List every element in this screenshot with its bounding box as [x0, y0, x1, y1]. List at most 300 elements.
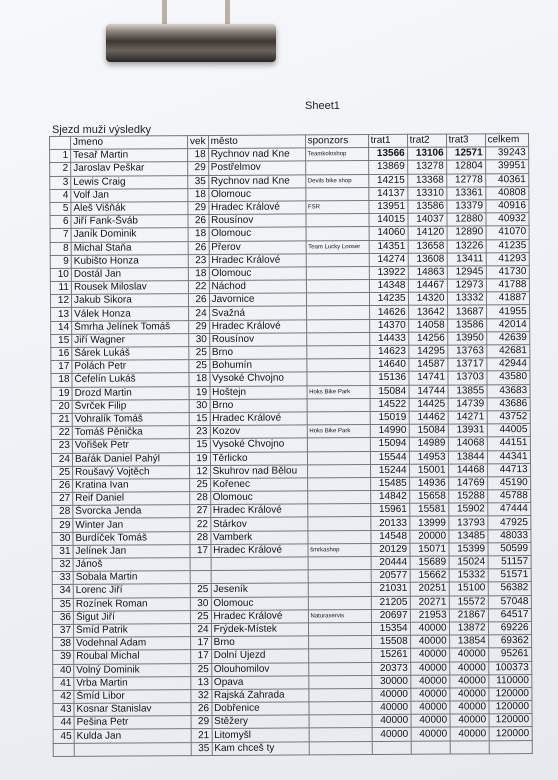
cell-age: 29 [191, 716, 212, 729]
cell-name: Lorenc Jiří [73, 584, 190, 598]
cell-trat3: 13854 [449, 635, 488, 648]
cell-sponsor: Devils bike shop [305, 174, 368, 188]
cell-trat1: 20444 [371, 556, 410, 569]
cell-name: Vodehnal Adam [74, 637, 191, 651]
cell-total: 120000 [488, 687, 531, 700]
cell-trat3: 21867 [449, 609, 488, 622]
cell-trat3: 12571 [446, 147, 485, 160]
cell-number: 43 [53, 703, 74, 716]
cell-age: 35 [191, 742, 212, 755]
cell-city: Těrlicko [210, 451, 307, 465]
cell-name: Čefelín Lukáš [72, 373, 189, 387]
cell-name: Šmíd Patrik [73, 624, 190, 638]
cell-total: 41235 [486, 239, 529, 252]
cell-age: 24 [190, 623, 211, 636]
cell-age: 18 [189, 373, 210, 386]
cell-total: 43686 [487, 397, 530, 410]
cell-trat2: 14058 [408, 319, 447, 332]
cell-trat2: 13106 [407, 147, 446, 160]
cell-name: Tesař Martin [71, 149, 188, 163]
results-body [50, 147, 532, 757]
cell-trat1: 15961 [370, 504, 409, 517]
cell-age [190, 558, 211, 571]
cell-trat2: 15071 [410, 543, 449, 556]
cell-trat2: 13368 [407, 174, 446, 187]
cell-trat2: 14295 [408, 345, 447, 358]
cell-sponsor [305, 161, 368, 175]
cell-total: 45788 [487, 490, 530, 503]
cell-trat1: 30000 [371, 675, 410, 688]
sheet-title: Sheet1 [305, 100, 340, 112]
cell-sponsor [308, 688, 371, 702]
cell-trat1: 14351 [369, 240, 408, 253]
cell-sponsor [307, 438, 370, 452]
cell-total: 50599 [488, 542, 531, 555]
cell-number: 35 [52, 598, 73, 611]
cell-sponsor: Hoks Bike Park [307, 425, 370, 439]
cell-number: 14 [51, 321, 72, 334]
cell-name: Šárek Lukáš [72, 347, 189, 361]
cell-trat1: 40000 [372, 701, 411, 714]
cell-trat2: 40000 [410, 675, 449, 688]
cell-trat1: 14640 [369, 358, 408, 371]
header-trat1: trat1 [368, 134, 407, 147]
cell-trat1: 14235 [369, 293, 408, 306]
cell-age: 28 [190, 492, 211, 505]
cell-total: 64517 [488, 608, 531, 621]
cell-total: 120000 [489, 714, 532, 727]
cell-trat2: 14741 [409, 371, 448, 384]
cell-trat1: 20577 [371, 569, 410, 582]
cell-number: 39 [53, 651, 74, 664]
cell-age: 30 [189, 333, 210, 346]
cell-age [190, 571, 211, 584]
cell-number: 31 [52, 545, 73, 558]
cell-sponsor [309, 715, 372, 729]
cell-age: 25 [190, 610, 211, 623]
cell-city: Kam chceš ty [212, 742, 309, 756]
cell-trat1: 14015 [369, 213, 408, 226]
cell-city [211, 570, 308, 584]
cell-trat3: 13586 [447, 318, 486, 331]
cell-total: 42639 [486, 331, 529, 344]
cell-trat2: 20251 [410, 582, 449, 595]
cell-sponsor [307, 398, 370, 412]
cell-age: 26 [188, 241, 209, 254]
cell-city: Rajská Zahrada [211, 689, 308, 703]
cell-name: Jánoš [73, 558, 190, 572]
cell-number: 8 [50, 242, 71, 255]
cell-number: 36 [52, 611, 73, 624]
cell-sponsor [305, 187, 368, 201]
cell-number: 13 [51, 308, 72, 321]
cell-name: Šigut Jiří [73, 610, 190, 624]
cell-age: 29 [189, 320, 210, 333]
cell-trat2: 13658 [408, 240, 447, 253]
cell-name: Pešina Petr [74, 716, 191, 730]
cell-trat3: 13950 [447, 332, 486, 345]
cell-age: 35 [188, 175, 209, 188]
cell-number: 7 [50, 229, 71, 242]
cell-city: Skuhrov nad Bělou [210, 465, 307, 479]
cell-trat2: 40000 [410, 648, 449, 661]
cell-name: Jiří Fank-Šváb [71, 215, 188, 229]
cell-sponsor [306, 293, 369, 307]
cell-trat2: 15581 [409, 503, 448, 516]
cell-trat2: 14936 [409, 477, 448, 490]
cell-sponsor [307, 411, 370, 425]
cell-sponsor [307, 451, 370, 465]
cell-sponsor: FSR [305, 200, 368, 214]
cell-sponsor [307, 517, 370, 531]
cell-trat1: 13869 [368, 161, 407, 174]
cell-name: Kratina Ivan [73, 479, 190, 493]
cell-number: 23 [51, 440, 72, 453]
cell-trat1: 40000 [372, 715, 411, 728]
cell-city: Hradec Králové [211, 610, 308, 624]
cell-number: 19 [51, 387, 72, 400]
cell-number: 18 [51, 374, 72, 387]
cell-total: 40932 [486, 213, 529, 226]
cell-trat2 [411, 741, 450, 754]
cell-number: 5 [50, 202, 71, 215]
cell-number: 24 [51, 453, 72, 466]
cell-total: 48033 [487, 529, 530, 542]
cell-total: 69362 [488, 635, 531, 648]
cell-trat1: 14215 [368, 174, 407, 187]
cell-name: Roubal Michal [74, 650, 191, 664]
cell-age: 30 [190, 597, 211, 610]
cell-trat3: 12804 [446, 160, 485, 173]
cell-number: 28 [52, 506, 73, 519]
cell-sponsor: Teamkoloshop [305, 148, 368, 162]
cell-age: 19 [189, 386, 210, 399]
cell-trat3: 13855 [448, 384, 487, 397]
cell-trat2: 14863 [408, 266, 447, 279]
cell-number: 25 [52, 466, 73, 479]
cell-number: 34 [52, 585, 73, 598]
cell-number: 9 [50, 255, 71, 268]
cell-trat3: 13793 [448, 516, 487, 529]
cell-trat1: 14348 [369, 279, 408, 292]
cell-age: 25 [191, 663, 212, 676]
cell-total: 41293 [486, 252, 529, 265]
cell-city: Postřelmov [208, 161, 305, 175]
cell-trat3: 13332 [447, 292, 486, 305]
cell-total: 44005 [487, 424, 530, 437]
cell-city: Svažná [209, 306, 306, 320]
cell-city: Hradec Králové [210, 504, 307, 518]
cell-number: 20 [51, 400, 72, 413]
cell-age: 29 [188, 201, 209, 214]
cell-trat2: 14587 [408, 358, 447, 371]
cell-trat2: 40000 [411, 714, 450, 727]
cell-trat3: 15332 [449, 569, 488, 582]
cell-total: 42681 [486, 345, 529, 358]
cell-city: Olomouc [209, 227, 306, 241]
cell-sponsor [306, 306, 369, 320]
cell-city: Dolní Újezd [211, 649, 308, 663]
cell-trat1: 15019 [370, 411, 409, 424]
cell-age: 26 [188, 294, 209, 307]
cell-trat1: 14990 [370, 424, 409, 437]
cell-name: Drozd Martin [72, 386, 189, 400]
cell-trat2: 13310 [407, 187, 446, 200]
cell-trat2: 40000 [410, 662, 449, 675]
cell-age: 17 [191, 650, 212, 663]
cell-name: Vořišek Petr [72, 439, 189, 453]
cell-trat1: 20133 [370, 517, 409, 530]
cell-city: Hradec Králové [209, 320, 306, 334]
header-sponsor: sponzors [305, 135, 368, 149]
cell-name: Lewis Craig [71, 175, 188, 189]
cell-sponsor [309, 741, 372, 755]
cell-sponsor [306, 227, 369, 241]
cell-trat1: 15508 [371, 635, 410, 648]
cell-trat3: 40000 [450, 701, 489, 714]
cell-trat1: 15244 [370, 464, 409, 477]
cell-sponsor [306, 280, 369, 294]
cell-sponsor [307, 464, 370, 478]
cell-trat1: 15261 [371, 649, 410, 662]
cell-number: 41 [53, 677, 74, 690]
cell-trat1: 14433 [369, 332, 408, 345]
cell-name: Rousek Miloslav [71, 281, 188, 295]
cell-trat3: 14271 [448, 411, 487, 424]
cell-trat1: 40000 [372, 728, 411, 741]
cell-sponsor [307, 372, 370, 386]
cell-total: 44341 [487, 450, 530, 463]
cell-trat2: 15689 [410, 556, 449, 569]
cell-age: 23 [189, 426, 210, 439]
cell-trat3: 40000 [450, 714, 489, 727]
cell-city: Brno [211, 636, 308, 650]
cell-number: 15 [51, 334, 72, 347]
cell-sponsor [308, 622, 371, 636]
cell-total: 47925 [487, 516, 530, 529]
table-row [53, 740, 532, 756]
cell-city: Rychnov nad Kne [208, 148, 305, 162]
cell-sponsor [308, 636, 371, 650]
cell-trat2: 15001 [409, 464, 448, 477]
cell-city: Náchod [209, 280, 306, 294]
cell-trat3: 13361 [446, 187, 485, 200]
cell-trat1: 20373 [371, 662, 410, 675]
cell-number: 40 [53, 664, 74, 677]
cell-number: 29 [52, 519, 73, 532]
cell-city: Olomouc [209, 267, 306, 281]
cell-age: 12 [190, 465, 211, 478]
cell-trat2: 14256 [408, 332, 447, 345]
document-title: Sjezd muži výsledky [52, 124, 152, 136]
cell-total: 45190 [487, 476, 530, 489]
cell-age: 29 [188, 162, 209, 175]
cell-age: 26 [191, 703, 212, 716]
cell-sponsor: Hoks Bike Park [307, 385, 370, 399]
cell-total: 44713 [487, 463, 530, 476]
cell-number: 3 [50, 176, 71, 189]
cell-name: Vrba Martin [74, 676, 191, 690]
cell-trat1: 20129 [371, 543, 410, 556]
cell-number: 11 [50, 281, 71, 294]
cell-number [53, 743, 74, 756]
cell-city: Rousínov [209, 214, 306, 228]
cell-trat3: 40000 [449, 688, 488, 701]
cell-name: Dostál Jan [71, 268, 188, 282]
cell-total: 41788 [486, 279, 529, 292]
cell-trat3: 13703 [448, 371, 487, 384]
cell-sponsor [307, 504, 370, 518]
cell-trat1: 15354 [371, 622, 410, 635]
cell-name: Reif Daniel [73, 492, 190, 506]
cell-name: Kosnar Stanislav [74, 703, 191, 717]
cell-sponsor [308, 662, 371, 676]
cell-total: 47444 [487, 503, 530, 516]
cell-number: 32 [52, 558, 73, 571]
cell-number: 38 [53, 637, 74, 650]
cell-number: 10 [50, 268, 71, 281]
cell-total: 57048 [488, 595, 531, 608]
cell-trat3: 13226 [447, 239, 486, 252]
cell-trat1: 21031 [371, 583, 410, 596]
cell-number: 12 [50, 295, 71, 308]
header-age: vek [188, 136, 209, 149]
cell-city: Přerov [209, 240, 306, 254]
cell-trat3: 40000 [449, 675, 488, 688]
cell-sponsor [306, 332, 369, 346]
cell-city: Stárkov [210, 517, 307, 531]
cell-trat3: 15288 [448, 490, 487, 503]
header-trat2: trat2 [407, 134, 446, 147]
cell-trat3: 12880 [447, 213, 486, 226]
cell-trat1: 14548 [370, 530, 409, 543]
cell-name: Šmrha Jelínek Tomáš [72, 320, 189, 334]
cell-name: Vohralík Tomáš [72, 413, 189, 427]
cell-sponsor [306, 346, 369, 360]
cell-trat1: 14370 [369, 319, 408, 332]
cell-trat2: 40000 [410, 622, 449, 635]
cell-trat2: 14953 [409, 451, 448, 464]
cell-name: Winter Jan [73, 518, 190, 532]
cell-age: 18 [188, 267, 209, 280]
cell-city: Brno [210, 399, 307, 413]
cell-trat3: 40000 [449, 661, 488, 674]
cell-sponsor [306, 266, 369, 280]
cell-trat3: 13687 [447, 305, 486, 318]
cell-age: 17 [191, 637, 212, 650]
cell-total: 41887 [486, 292, 529, 305]
cell-sponsor [308, 596, 371, 610]
cell-name: Tomáš Pěnička [72, 426, 189, 440]
cell-trat1: 14842 [370, 490, 409, 503]
cell-sponsor [308, 583, 371, 597]
cell-name: Volf Jan [71, 188, 188, 202]
cell-trat2: 14037 [408, 213, 447, 226]
cell-name: Janík Dominik [71, 228, 188, 242]
cell-trat1: 14623 [369, 345, 408, 358]
cell-trat2: 14989 [409, 437, 448, 450]
cell-number: 6 [50, 215, 71, 228]
cell-age: 24 [189, 307, 210, 320]
cell-total: 42014 [486, 318, 529, 331]
binder-clip-bar [106, 24, 276, 62]
cell-city: Stěžery [212, 715, 309, 729]
cell-trat3: 12973 [447, 279, 486, 292]
cell-trat3: 12778 [446, 173, 485, 186]
cell-trat2: 14744 [409, 385, 448, 398]
cell-trat1: 14274 [369, 253, 408, 266]
cell-number: 4 [50, 189, 71, 202]
cell-trat3: 40000 [450, 727, 489, 740]
cell-total: 41955 [486, 305, 529, 318]
cell-name: Jaroslav Peškar [71, 162, 188, 176]
cell-city: Rychnov nad Kne [208, 174, 305, 188]
cell-number: 21 [51, 413, 72, 426]
cell-trat3: 15902 [448, 503, 487, 516]
cell-total: 43580 [487, 371, 530, 384]
cell-name: Polách Petr [72, 360, 189, 374]
cell-total: 56382 [488, 582, 531, 595]
cell-name: Jiří Wagner [72, 333, 189, 347]
cell-name: Jakub Sikora [71, 294, 188, 308]
cell-city: Javornice [209, 293, 306, 307]
cell-name: Baŕák Daniel Pahýl [72, 452, 189, 466]
cell-age: 23 [188, 254, 209, 267]
cell-trat2: 13278 [407, 160, 446, 173]
cell-trat2: 15658 [409, 490, 448, 503]
cell-trat3 [450, 740, 489, 753]
cell-number: 30 [52, 532, 73, 545]
cell-name: Volný Dominik [74, 663, 191, 677]
cell-city [211, 557, 308, 571]
cell-total: 110000 [488, 674, 531, 687]
cell-city: Vamberk [210, 531, 307, 545]
cell-number: 42 [53, 690, 74, 703]
cell-city: Kozov [210, 425, 307, 439]
cell-trat3: 13411 [447, 253, 486, 266]
cell-city: Hoštejn [210, 385, 307, 399]
cell-name: Aleš Višňák [71, 202, 188, 216]
cell-trat2: 40000 [410, 688, 449, 701]
cell-trat3: 12945 [447, 266, 486, 279]
cell-name: Burdíček Tomáš [73, 531, 190, 545]
cell-name: Roušavý Vojtěch [73, 465, 190, 479]
cell-total: 40361 [485, 173, 528, 186]
cell-city: Olomouc [208, 188, 305, 202]
cell-trat1: 21205 [371, 596, 410, 609]
cell-trat3: 14068 [448, 437, 487, 450]
cell-sponsor [308, 557, 371, 571]
cell-trat3: 12890 [447, 226, 486, 239]
cell-age: 26 [188, 215, 209, 228]
cell-total: 95261 [488, 648, 531, 661]
cell-trat2: 14462 [409, 411, 448, 424]
cell-trat2: 40000 [411, 701, 450, 714]
cell-name [74, 742, 191, 756]
cell-age: 15 [189, 439, 210, 452]
cell-trat1: 20697 [371, 609, 410, 622]
header-trat3: trat3 [446, 134, 485, 147]
cell-total: 100373 [488, 661, 531, 674]
cell-age: 32 [191, 689, 212, 702]
cell-trat3: 14769 [448, 477, 487, 490]
cell-sponsor [306, 253, 369, 267]
cell-city: Vysoké Chvojno [210, 438, 307, 452]
cell-age: 19 [189, 452, 210, 465]
cell-trat3: 15100 [449, 582, 488, 595]
cell-total: 120000 [489, 727, 532, 740]
cell-trat1: 15136 [370, 372, 409, 385]
